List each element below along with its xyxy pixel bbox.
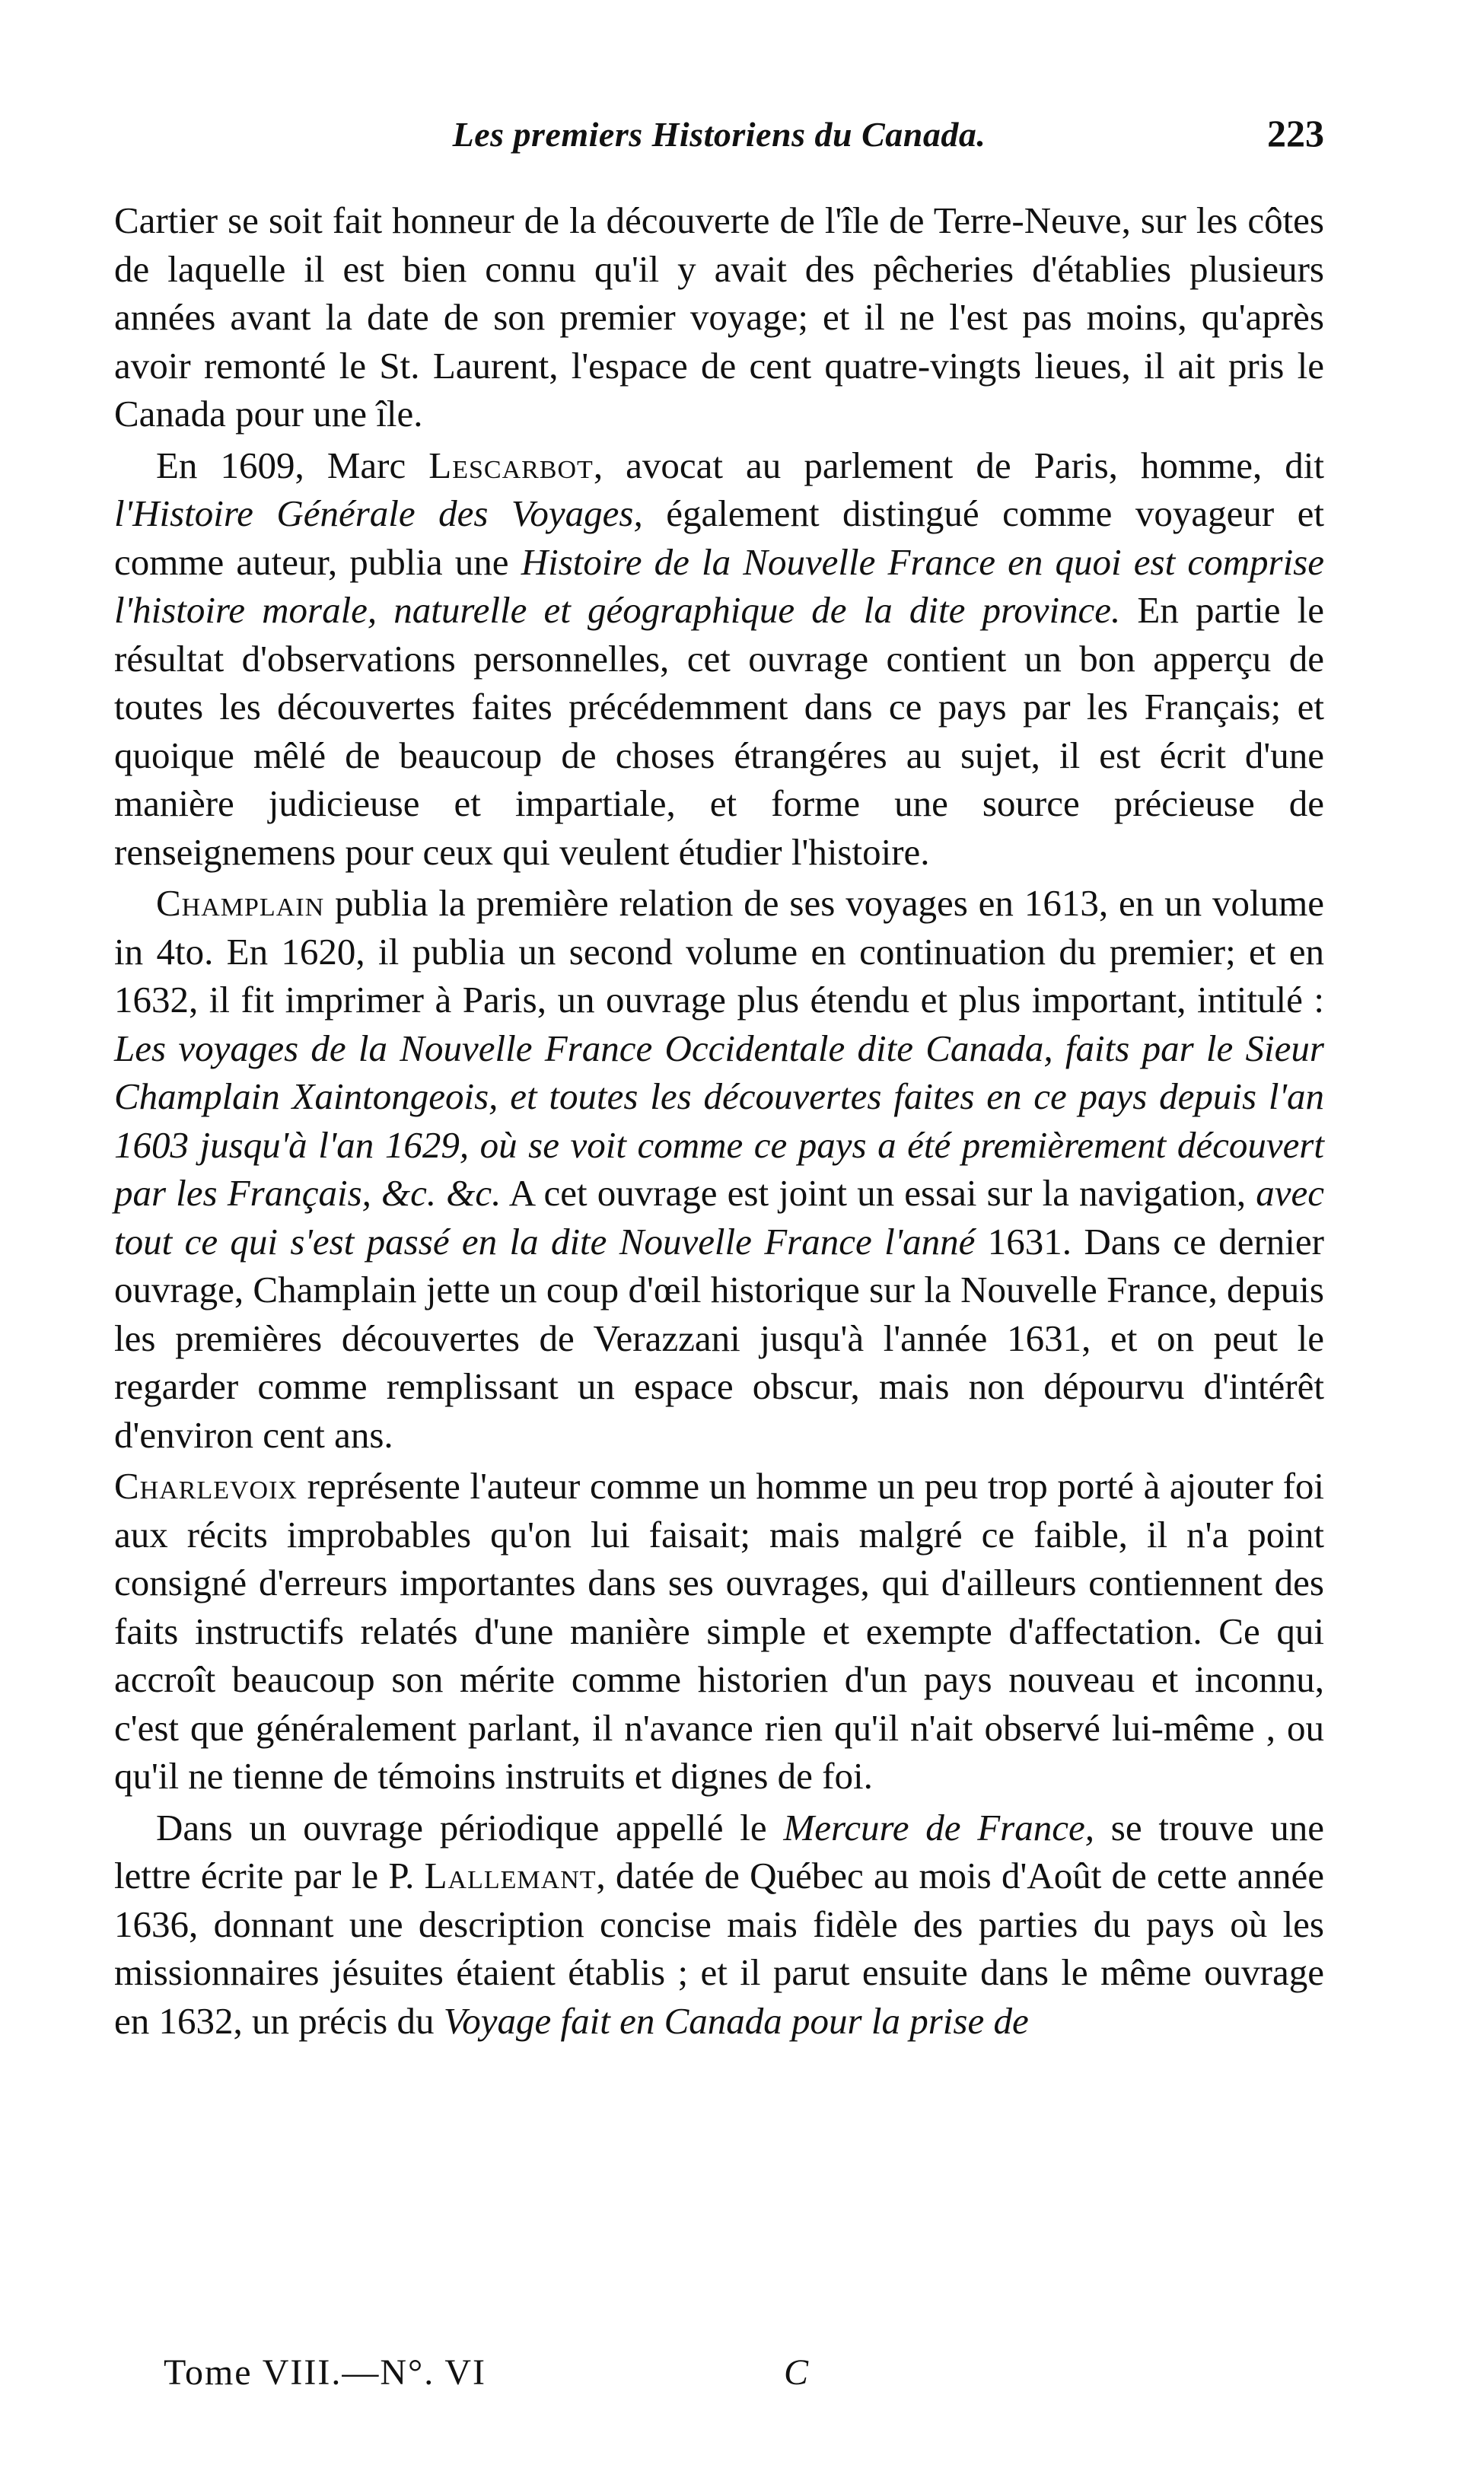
gathering-signature: C [784, 2352, 809, 2393]
paragraph [114, 1462, 1324, 1801]
text-run: Dans un ouvrage périodique appellé le [156, 1806, 784, 1849]
paragraph [114, 1804, 1324, 2046]
periodical-title: Mercure de France, [783, 1806, 1094, 1849]
paragraph [114, 196, 1324, 438]
body-text [114, 196, 1324, 2045]
author-name-champlain: Champlain [156, 882, 325, 924]
text-run: , datée de Québec au mois d'Août de cette année 1636, donnant une description concise mais fidèle des parties du pays où les missionnaires jésuites étaient établis ; et il parut ensuite dans le même ouvrage en 1632, un précis du [114, 1855, 1324, 2042]
page-footer [114, 2352, 1324, 2405]
page-header [114, 99, 1324, 167]
book-title: Les voyages de la Nouvelle France Occidentale dite Canada, faits par le Sieur Champlain Xaintongeois, et toutes les découvertes faites en ce pays depuis l'an 1603 jusqu'à l'an 1629, où se voit comme ce pays a été premièrement découvert par les Français, &c. &c. [114, 1027, 1324, 1214]
text-run: également distingué comme voyageur et comme auteur, publia une [114, 492, 1324, 583]
paragraph [114, 879, 1324, 1459]
running-title: Les premiers Historiens du Canada. [452, 115, 986, 154]
text-run: Cartier se soit fait honneur de la découverte de l'île de Terre-Neuve, sur les côtes de laquelle il est bien connu qu'il y avait des pêcheries d'établies plusieurs années avant la date de son premier voyage; et il ne l'est pas moins, qu'après avoir remonté le St. Laurent, l'espace de cent quatre-vingts lieues, il ait pris le Canada pour une île. [114, 199, 1324, 435]
text-run: publia la première relation de ses voyages en 1613, en un volume in 4to. En 1620, il publia un second volume en continuation du premier; et en 1632, il fit imprimer à Paris, un ouvrage plus étendu et plus important, intitulé : [114, 882, 1324, 1021]
book-title: Voyage fait en Canada pour la prise de [443, 1999, 1029, 2042]
text-run: En partie le résultat d'observations personnelles, cet ouvrage contient un bon apperçu de toutes les découvertes faites précédemment dans ce pays par les Français; et quoique mêlé de beaucoup de choses étrangéres au sujet, il est écrit d'une manière judicieuse et impartiale, et forme une source précieuse de renseignemens pour ceux qui veulent étudier l'histoire. [114, 589, 1324, 873]
book-title: l'Histoire Générale des Voyages, [114, 492, 643, 534]
book-title: avec tout ce qui s'est passé en la dite Nouvelle France l'anné [114, 1172, 1324, 1263]
paragraph [114, 441, 1324, 877]
book-page [114, 99, 1324, 2397]
text-run: A cet ouvrage est joint un essai sur la navigation, [501, 1172, 1256, 1214]
author-name-lescarbot: Lescarbot [428, 444, 594, 486]
author-name-charlevoix: Charlevoix [114, 1465, 298, 1507]
book-title: Histoire de la Nouvelle France en quoi est comprise l'histoire morale, naturelle et géographique de la dite province. [114, 540, 1324, 631]
text-run: se trouve une lettre écrite par le P. [114, 1806, 1325, 1896]
text-run: 1631. Dans ce dernier ouvrage, Champlain jette un coup d'œil historique sur la Nouvelle France, depuis les premières découvertes de Verazzani jusqu'à l'année 1631, et on peut le regarder comme remplissant un espace obscur, mais non dépourvu d'intérêt d'environ cent ans. [114, 1220, 1324, 1456]
author-name-lallemant: Lallemant [424, 1855, 597, 1896]
page-number: 223 [1267, 112, 1324, 154]
text-run: , avocat au parlement de Paris, homme, dit [593, 444, 1324, 486]
volume-signature: Tome VIII.—N°. VI [164, 2352, 486, 2393]
text-run: représente l'auteur comme un homme un peu trop porté à ajouter foi aux récits improbables qu'on lui faisait; mais malgré ce faible, il n'a point consigné d'erreurs importantes dans ses ouvrages, qui d'ailleurs contiennent des faits instructifs relatés d'une manière simple et exempte d'affectation. Ce qui accroît beaucoup son mérite comme historien d'un pays nouveau et inconnu, c'est que généralement parlant, il n'avance rien qu'il n'ait observé lui-même , ou qu'il ne tienne de témoins instruits et dignes de foi. [114, 1465, 1324, 1797]
text-run: En 1609, Marc [156, 444, 429, 486]
